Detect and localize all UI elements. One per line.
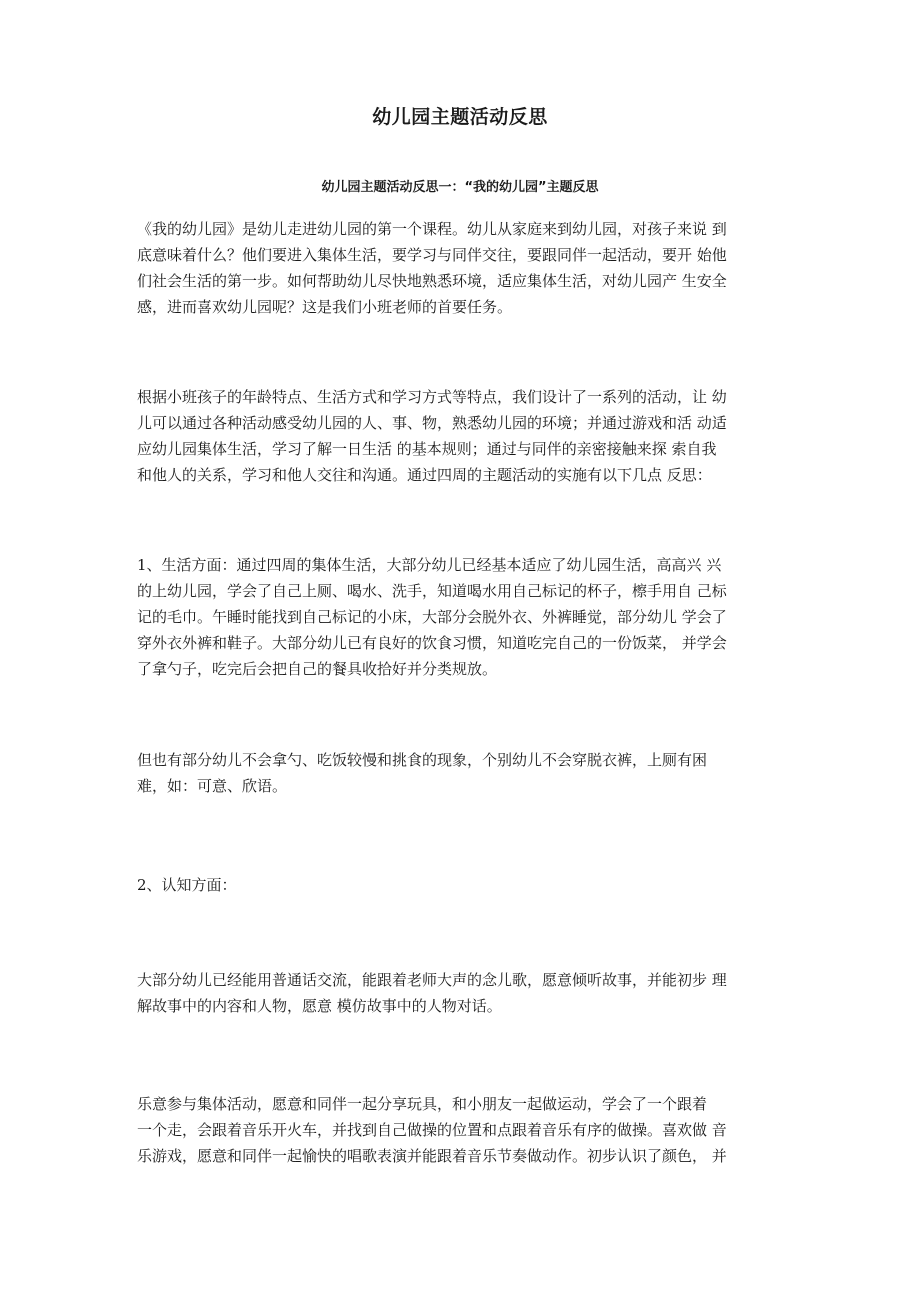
paragraph-line: 乐意参与集体活动，愿意和同伴一起分享玩具，和小朋友一起做运动，学会了一个跟着 [137, 1095, 708, 1113]
paragraph-line: 的上幼儿园，学会了自己上厕、喝水、洗手，知道喝水用自己标记的杯子，檫手用自 己标 [137, 582, 727, 600]
paragraph-line: 解故事中的内容和人物，愿意 模仿故事中的人物对话。 [137, 997, 502, 1015]
paragraph-line: 应幼儿园集体生活，学习了解一日生活 的基本规则；通过与同伴的亲密接触来探 索自我 [137, 440, 717, 458]
paragraph-line: 难，如：可意、欣语。 [137, 777, 288, 795]
paragraph-line: 和他人的关系，学习和他人交往和沟通。通过四周的主题活动的实施有以下几点 反思： [137, 466, 712, 484]
paragraph-line: 大部分幼儿已经能用普通话交流，能跟着老师大声的念儿歌，愿意倾听故事，并能初步 理 [137, 971, 727, 989]
paragraph-line: 记的毛巾。午睡时能找到自己标记的小床，大部分会脱外衣、外裤睡觉，部分幼儿 学会了 [137, 608, 727, 626]
paragraph-line: 感，进而喜欢幼儿园呢？这是我们小班老师的首要任务。 [137, 298, 513, 316]
paragraph-life [137, 552, 789, 682]
paragraph-line: 们社会生活的第一步。如何帮助幼儿尽快地熟悉环境，适应集体生活，对幼儿园产 生安全 [137, 272, 727, 290]
paragraph-line: 一个走，会跟着音乐开火车，并找到自己做操的位置和点跟着音乐有序的做操。喜欢做 音 [137, 1121, 727, 1139]
paragraph-line: 穿外衣外裤和鞋子。大部分幼儿已有良好的饮食习惯，知道吃完自己的一份饭菜， 并学会 [137, 634, 727, 652]
paragraph-line: 1、生活方面：通过四周的集体生活，大部分幼儿已经基本适应了幼儿园生活，高高兴 兴 [137, 556, 722, 574]
document-title: 幼儿园主题活动反思 [372, 106, 548, 128]
paragraph-line: 根据小班孩子的年龄特点、生活方式和学习方式等特点，我们设计了一系列的活动，让 幼 [137, 388, 727, 406]
paragraph-intro [137, 216, 789, 320]
paragraph-activities [137, 1091, 789, 1169]
paragraph-design [137, 384, 789, 488]
paragraph-line: 儿可以通过各种活动感受幼儿园的人、事、物，熟悉幼儿园的环境；并通过游戏和活 动适 [137, 414, 727, 432]
paragraph-line: 底意味着什么？他们要进入集体生活，要学习与同伴交往，要跟同伴一起活动，要开 始他 [137, 246, 727, 264]
paragraph-cognition-heading [137, 872, 789, 898]
paragraph-issues [137, 747, 789, 799]
paragraph-line: 乐游戏，愿意和同伴一起愉快的唱歌表演并能跟着音乐节奏做动作。初步认识了颜色， 并 [137, 1147, 727, 1165]
document-subtitle: 幼儿园主题活动反思一：“我的幼儿园”主题反思 [321, 180, 599, 195]
paragraph-language [137, 967, 789, 1019]
paragraph-line: 了拿勺子，吃完后会把自己的餐具收拾好并分类规放。 [137, 660, 498, 678]
paragraph-line: 但也有部分幼儿不会拿勺、吃饭较慢和挑食的现象，个别幼儿不会穿脱衣裤，上厕有困 [137, 751, 708, 769]
paragraph-line: 《我的幼儿园》是幼儿走进幼儿园的第一个课程。幼儿从家庭来到幼儿园，对孩子来说 到 [137, 220, 727, 238]
paragraph-line: 2、认知方面： [137, 876, 237, 894]
